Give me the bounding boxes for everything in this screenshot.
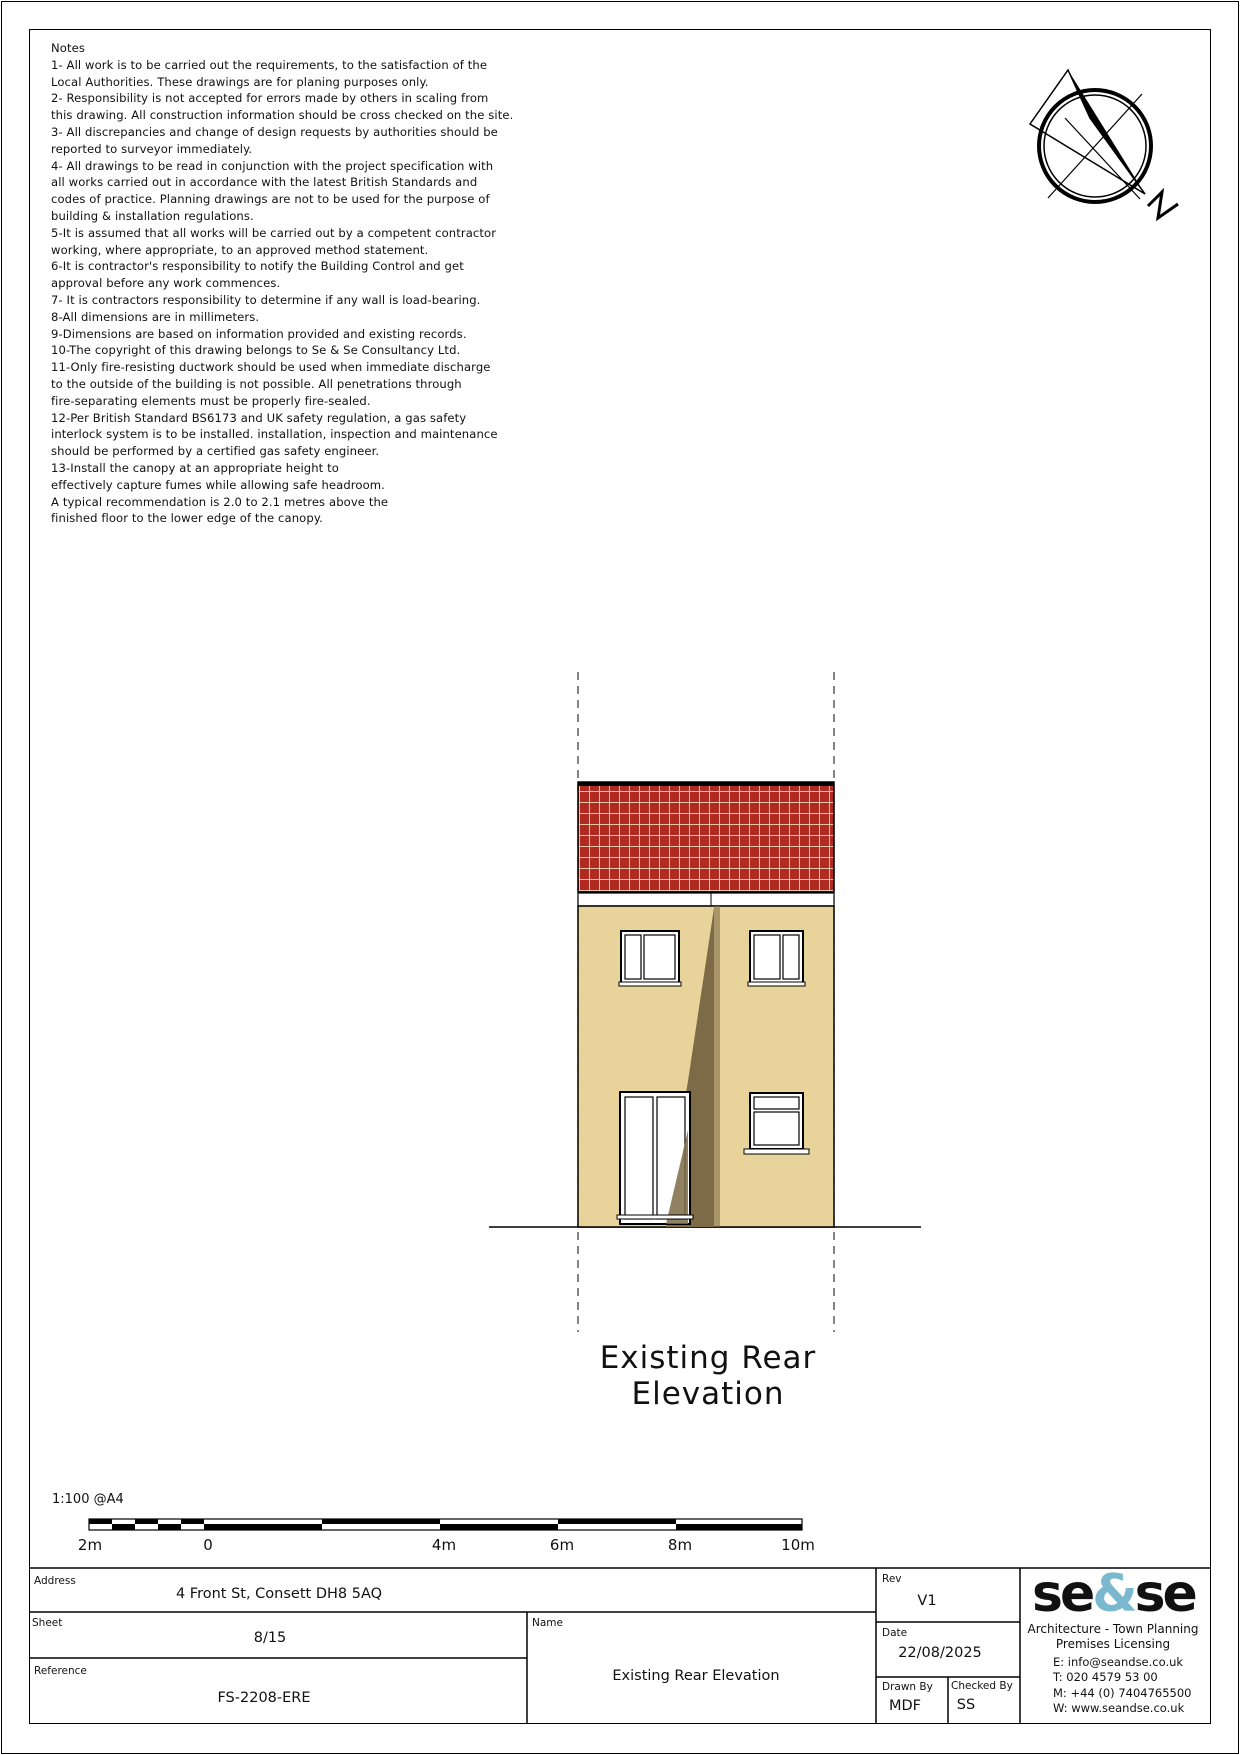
scale-tick-2m: 2m (77, 1536, 103, 1554)
note-7: 7- It is contractors responsibility to determine if any wall is load-bearing. (51, 292, 481, 307)
company-phone: T: 020 4579 53 00 (1053, 1670, 1158, 1684)
fascia-board (578, 893, 834, 906)
note-10: 10-The copyright of this drawing belongs to Se & Se Consultancy Ltd. (51, 343, 461, 358)
window-first-floor-left (619, 931, 681, 986)
rev-value: V1 (917, 1593, 937, 1609)
logo-left: se (1032, 1564, 1093, 1624)
note-9: 9-Dimensions are based on information provided and existing records. (51, 326, 467, 341)
scale-label: 1:100 @A4 (52, 1492, 124, 1507)
rear-elevation-drawing (480, 660, 940, 1340)
note-4: 4- All drawings to be read in conjunction with the project specification with all works carried out in accordance with the latest British Standards and codes of practice. Planning drawings are not to be used for the purpose of building & installation regulations. (51, 158, 494, 223)
scale-tick-4m: 4m (431, 1536, 457, 1554)
notes-block (51, 40, 571, 527)
logo-right: se (1134, 1564, 1195, 1624)
sheet-value: 8/15 (253, 1630, 287, 1646)
note-12: 12-Per British Standard BS6173 and UK safety regulation, a gas safety interlock system is to be installed. installation, inspection and maintenance should be performed by a certified gas safety engineer. (51, 410, 498, 459)
roof-tiles (578, 782, 834, 892)
note-1: 1- All work is to be carried out the requirements, to the satisfaction of the Local Authorities. These drawings are for planing purposes only. (51, 57, 488, 89)
note-5: 5-It is assumed that all works will be carried out by a competent contractor working, where appropriate, to an approved method statement. (51, 225, 497, 257)
scale-tick-10m: 10m (781, 1536, 815, 1554)
scale-tick-6m: 6m (549, 1536, 575, 1554)
note-8: 8-All dimensions are in millimeters. (51, 309, 260, 324)
logo-ampersand: & (1092, 1564, 1135, 1624)
note-3: 3- All discrepancies and change of design requests by authorities should be reported to surveyor immediately. (51, 124, 498, 156)
note-2: 2- Responsibility is not accepted for errors made by others in scaling from this drawing. All construction information should be cross checked on the site. (51, 91, 514, 123)
note-13: 13-Install the canopy at an appropriate height to effectively capture fumes while allowing safe headroom. A typical recommendation is 2.0 to 2.1 metres above the finished floor to the lower edge of the canopy. (51, 460, 389, 526)
note-6: 6-It is contractor's responsibility to notify the Building Control and get approval before any work commences. (51, 259, 464, 291)
drawn-by-label: Drawn By (882, 1681, 933, 1693)
company-mobile: M: +44 (0) 7404765500 (1053, 1686, 1192, 1700)
address-value: 4 Front St, Consett DH8 5AQ (175, 1586, 383, 1602)
date-label: Date (882, 1627, 908, 1639)
company-tagline-2: Premises Licensing (1055, 1637, 1171, 1651)
rear-door (617, 1092, 693, 1224)
checked-by-value: SS (956, 1697, 976, 1713)
scale-tick-0: 0 (203, 1536, 213, 1554)
name-label: Name (532, 1617, 563, 1629)
reference-value: FS-2208-ERE (217, 1690, 311, 1706)
north-arrow-icon (1010, 66, 1190, 236)
notes-heading: Notes (51, 41, 85, 55)
rev-label: Rev (882, 1573, 902, 1585)
company-email: E: info@seandse.co.uk (1053, 1655, 1184, 1669)
scale-bar (88, 1518, 804, 1532)
company-website: W: www.seandse.co.uk (1053, 1701, 1185, 1715)
scale-tick-8m: 8m (667, 1536, 693, 1554)
name-value: Existing Rear Elevation (612, 1668, 780, 1684)
note-11: 11-Only fire-resisting ductwork should be used when immediate discharge to the outside of the building is not possible. All penetrations through fire-separating elements must be properly fire-sealed. (51, 360, 491, 408)
company-logo (1032, 1564, 1195, 1624)
elevation-title: Existing Rear Elevation (599, 1340, 817, 1412)
checked-by-label: Checked By (951, 1680, 1013, 1692)
address-label: Address (34, 1575, 76, 1587)
date-value: 22/08/2025 (898, 1645, 982, 1661)
company-tagline-1: Architecture - Town Planning (1027, 1622, 1199, 1636)
window-ground-floor-right (744, 1093, 809, 1154)
drawn-by-value: MDF (888, 1698, 922, 1714)
sheet-label: Sheet (32, 1617, 63, 1629)
window-first-floor-right (748, 931, 805, 986)
reference-label: Reference (34, 1665, 87, 1677)
